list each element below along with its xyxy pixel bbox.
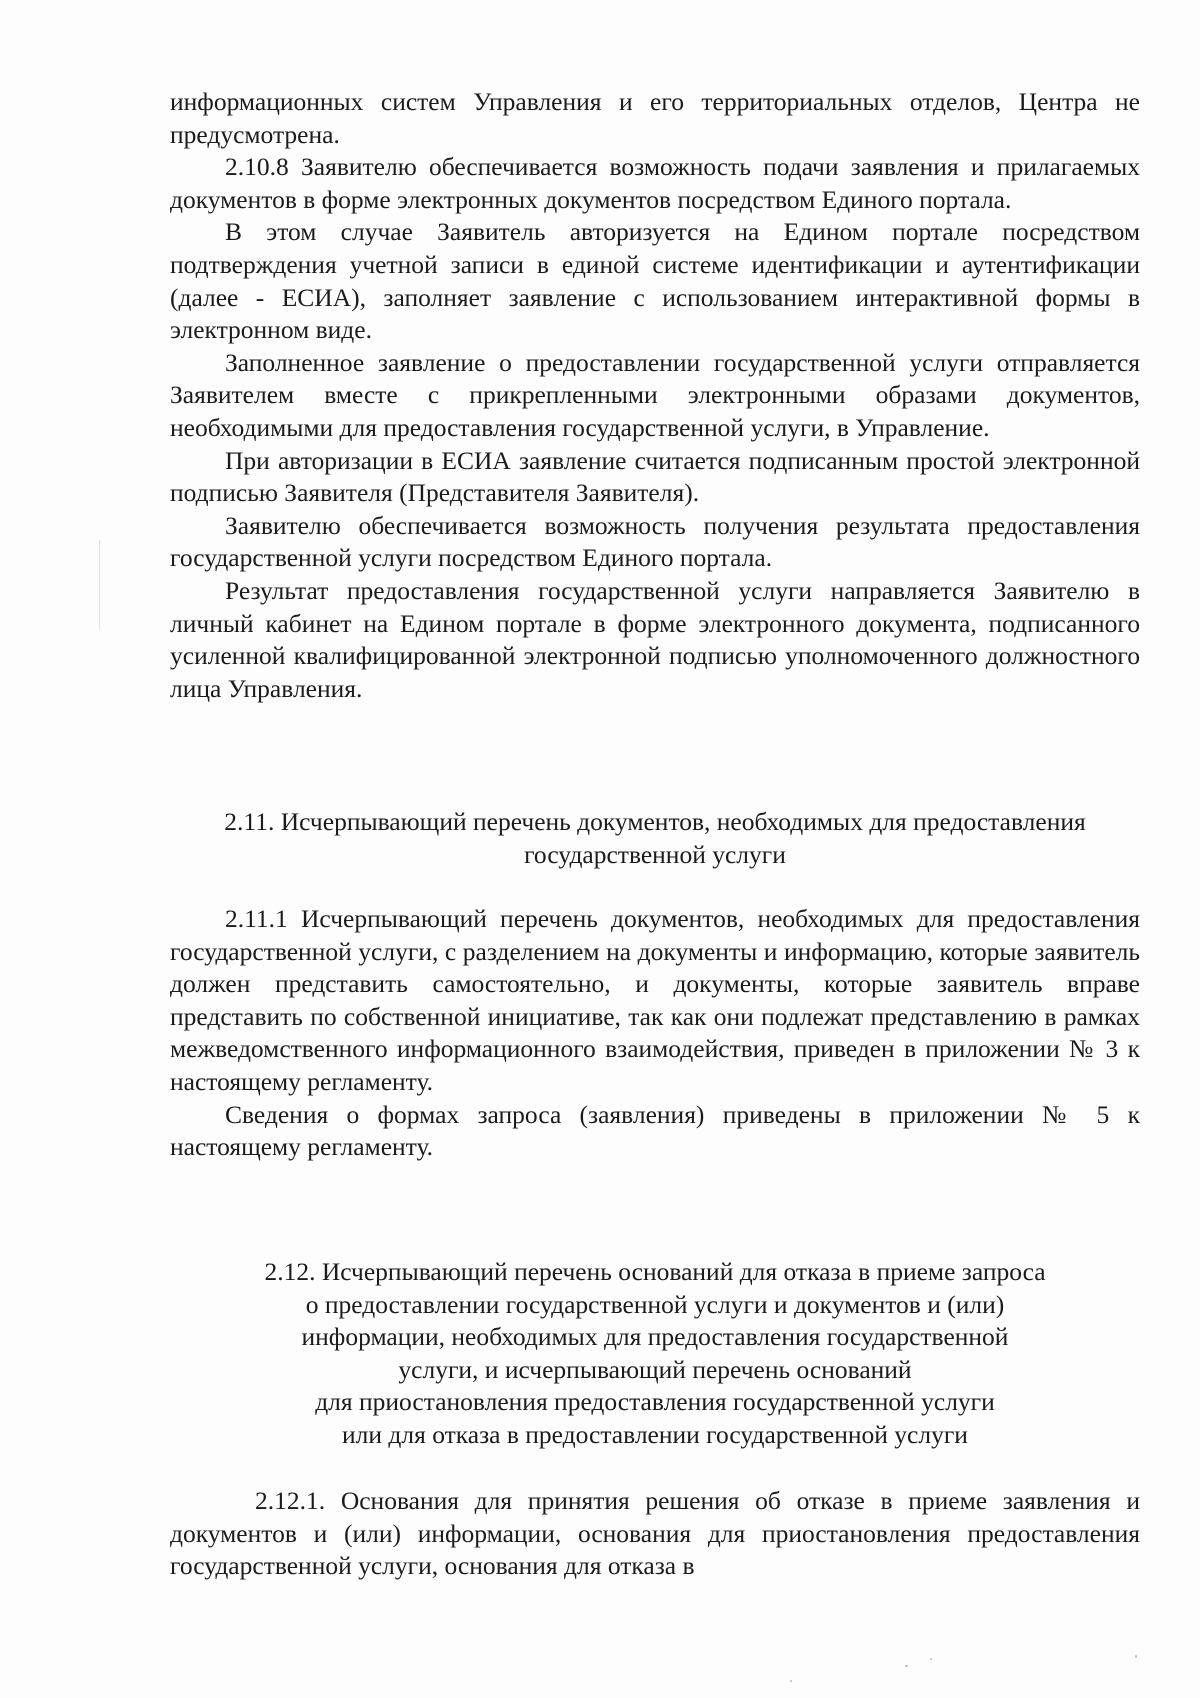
heading-line: 2.12. Исчерпывающий перечень оснований для отказа в приеме запроса: [264, 1257, 1046, 1286]
paragraph-2-10-8: 2.10.8 Заявителю обеспечивается возможность подачи заявления и прилагаемых документов в форме электронных документов посредством Единого портала.: [170, 152, 1140, 214]
paragraph-block-1: [170, 86, 1140, 705]
paragraph-request-forms: Сведения о формах запроса (заявления) приведены в приложении № 5 к настоящему регламенту.: [170, 1099, 1140, 1162]
heading-line: услуги, и исчерпывающий перечень оснований: [398, 1354, 912, 1384]
paragraph-result-delivery: Результат предоставления государственной услуги направляется Заявителю в личный кабинет на Едином портале в форме электронного документа, подписанного усиленной квалифицированной электронной подписью уполномоченного должностного лица Управления.: [170, 575, 1140, 703]
heading-line: государственной услуги: [524, 839, 786, 869]
paragraph-2-11-1: 2.11.1 Исчерпывающий перечень документов, необходимых для предоставления государственной услуги, с разделением на документы и информацию, которые заявитель должен представить самостоятельно, и документы, которые заявитель вправе представить по собственной инициативе, так как они подлежат представлению в рамках межведомственного информационного взаимодействия, приведен в приложении № 3 к настоящему регламенту.: [170, 904, 1140, 1096]
section-heading-2-12: [170, 1256, 1140, 1452]
paragraph-filled-application: Заполненное заявление о предоставлении государственной услуги отправляется Заявителем вместе с прикрепленными электронными образами документов, необходимыми для предоставления государственной услуги, в Управление.: [170, 347, 1140, 442]
paragraph-esia-authorization: В этом случае Заявитель авторизуется на Едином портале посредством подтверждения учетной записи в единой системе идентификации и аутентификации (далее - ЕСИА), заполняет заявление с использованием интерактивной формы в электронном виде.: [170, 217, 1140, 345]
heading-line: о предоставлении государственной услуги и документов и (или): [305, 1289, 1005, 1319]
heading-line: для приостановления предоставления государственной услуги: [315, 1387, 995, 1417]
scan-speck: [790, 1680, 792, 1682]
heading-line: 2.11. Исчерпывающий перечень документов, необходимых для предоставления: [224, 807, 1086, 836]
paragraph-continuation: информационных систем Управления и его территориальных отделов, Центра не предусмотрена.: [170, 87, 1140, 149]
scan-speck: [905, 1665, 908, 1667]
scan-speck: [930, 1658, 932, 1660]
paragraph-block-3: [170, 1485, 1140, 1583]
paragraph-2-12-1: 2.12.1. Основания для принятия решения об отказе в приеме заявления и документов и (или) информации, основания для приостановления предоставления государственной услуги, основания для отказа в: [170, 1486, 1140, 1581]
heading-line: информации, необходимых для предоставления государственной: [301, 1322, 1009, 1352]
paragraph-block-2: [170, 903, 1140, 1164]
scan-speck: [1135, 1655, 1137, 1658]
heading-line: или для отказа в предоставлении государственной услуги: [342, 1419, 968, 1449]
paragraph-simple-signature: При авторизации в ЕСИА заявление считается подписанным простой электронной подписью Заявителя (Представителя Заявителя).: [170, 445, 1140, 508]
scan-artifact-line: [99, 540, 100, 630]
section-heading-2-11: [170, 806, 1140, 871]
paragraph-result-availability: Заявителю обеспечивается возможность получения результата предоставления государственной услуги посредством Единого портала.: [170, 510, 1140, 573]
